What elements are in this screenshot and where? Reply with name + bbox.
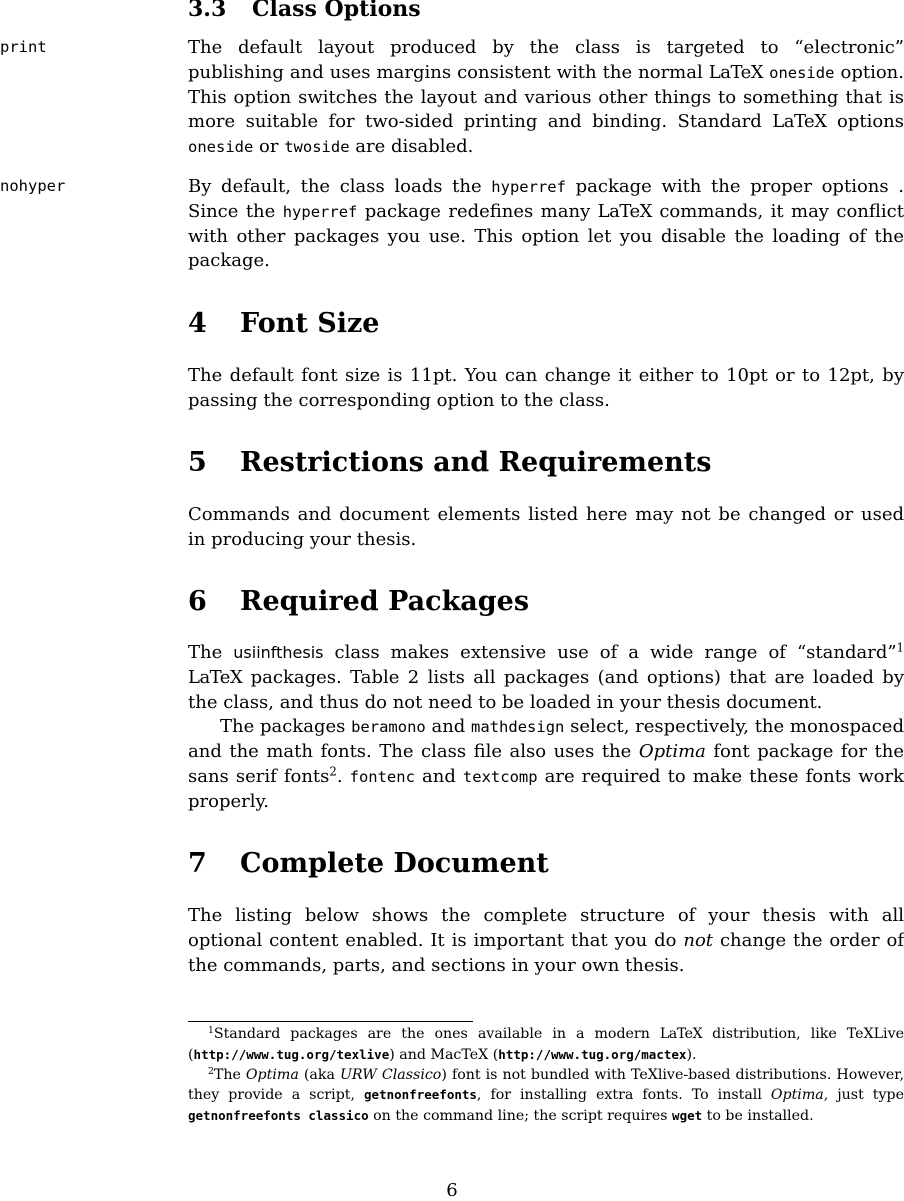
latex-logo: LaTeX xyxy=(708,61,764,83)
section-5-body: Commands and document elements listed here may not be changed or used in producing your thesis. xyxy=(188,504,904,550)
section-heading-complete-document: 7 Complete Document xyxy=(188,848,549,879)
section-7-body: The listing below shows the complete structure of your thesis with all optional content enabled. It is important that you do not change the order of the commands, parts, and sections in your own thesis. xyxy=(188,905,904,976)
section-heading-required-packages: 6 Required Packages xyxy=(188,586,530,617)
section-heading-restrictions: 5 Restrictions and Requirements xyxy=(188,447,712,478)
subsection-heading xyxy=(188,0,421,22)
page-number: 6 xyxy=(446,1180,458,1201)
option-term-print: print xyxy=(0,38,47,56)
footnotes xyxy=(188,1025,904,1127)
footnote-ref: 2 xyxy=(329,764,337,779)
option-term-nohyper: nohyper xyxy=(0,177,66,195)
subsection-title: Class Options xyxy=(252,0,421,22)
latex-logo: LaTeX xyxy=(188,666,243,688)
latex-logo: LaTeX xyxy=(772,111,827,133)
subsection-number: 3.3 xyxy=(188,0,227,22)
link-mactex[interactable]: http://www.tug.org/mactex xyxy=(498,1046,687,1062)
footnote-ref: 1 xyxy=(896,640,904,655)
option-desc-print: The default layout produced by the class is targeted to “electronic” publishing and uses margins consistent with the normal LaTeX oneside option. This option switches the layout and various other things to something that is more suitable for two-sided printing and binding. Standard LaTeX options oneside or twoside are disabled. xyxy=(188,37,904,158)
latex-logo: LaTeX xyxy=(597,200,652,222)
paragraph: The usiinfthesis class makes extensive use of a wide range of “standard”$^1$ LaTeX packages. Table 2 lists all packages (and options) that are loaded by the class, and thus do not need to be loaded in your thesis document. xyxy=(188,640,904,713)
section-6-body xyxy=(188,641,904,815)
option-desc-nohyper: By default, the class loads the hyperref package with the proper options . Since the hyperref package redefines many LaTeX commands, it may conflict with other packages you use. This option let you disable the loading of the package. xyxy=(188,176,904,272)
footnote-2: $^2$The Optima (aka URW Classico) font is not bundled with TeXlive-based distributions. However, they provide a script, getnonfreefonts, for installing extra fonts. To install Optima, just type getnonfreefonts classico on the command line; the script requires wget to be installed. xyxy=(188,1065,904,1125)
link-texlive[interactable]: http://www.tug.org/texlive xyxy=(193,1046,390,1062)
paragraph: The packages beramono and mathdesign select, respectively, the monospaced and the math fonts. The class file also uses the Optima font package for the sans serif fonts$^2$. fontenc and textcomp are required to make these fonts work properly. xyxy=(188,716,904,812)
section-4-body: The default font size is 11pt. You can change it either to 10pt or to 12pt, by passing the corresponding option to the class. xyxy=(188,365,904,411)
footnote-rule xyxy=(188,1021,473,1022)
section-heading-font-size: 4 Font Size xyxy=(188,308,380,339)
footnote-1: $^1$Standard packages are the ones available in a modern LaTeX distribution, like TeXLive (http://www.tug.org/texlive) and MacTeX (http://www.tug.org/mactex). xyxy=(188,1024,904,1063)
